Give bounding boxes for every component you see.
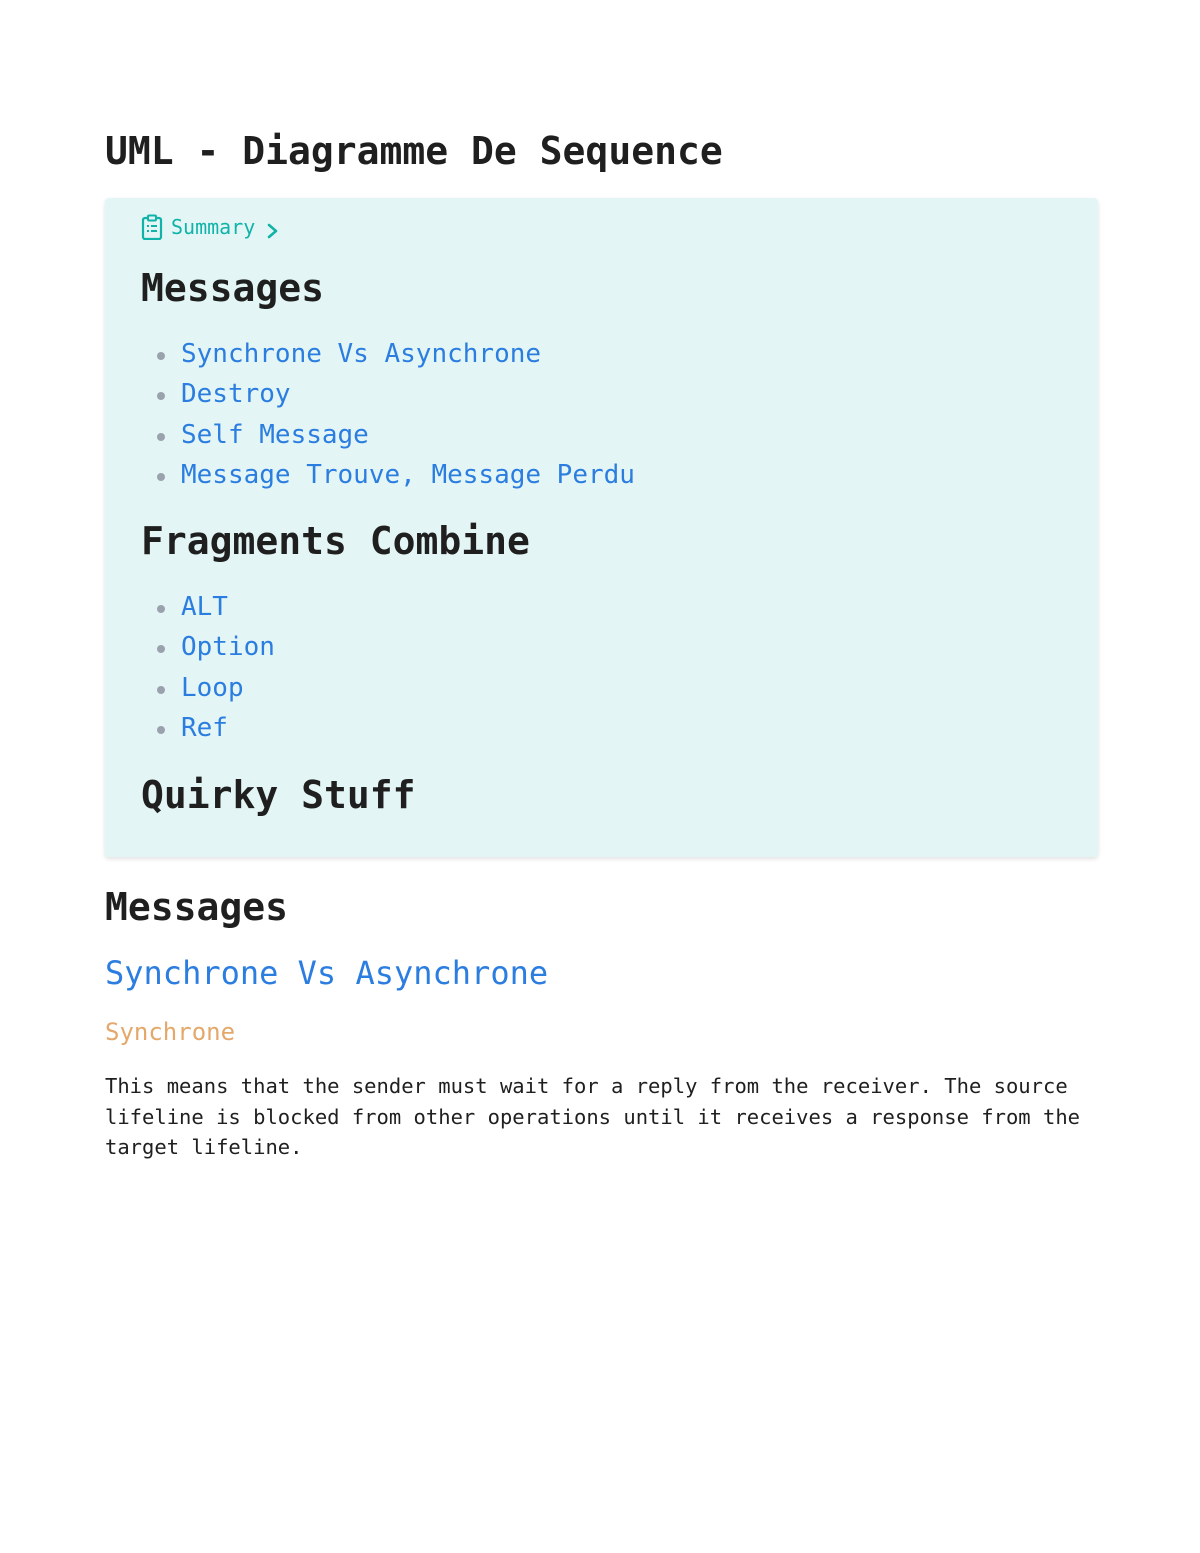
toc-link[interactable]: Destroy [181, 379, 291, 410]
summary-heading-quirky: Quirky Stuff [141, 773, 416, 817]
subsection-heading: Synchrone Vs Asynchrone [105, 954, 549, 992]
clipboard-icon [141, 214, 163, 240]
toc-link[interactable]: Synchrone Vs Asynchrone [181, 339, 542, 369]
summary-toggle-label: Summary [171, 215, 256, 239]
list-item [155, 458, 635, 498]
page-title: UML - Diagramme De Sequence [105, 129, 723, 173]
summary-panel [105, 198, 1098, 857]
toc-link[interactable]: Message Trouve, Message Perdu [181, 459, 635, 490]
summary-heading-messages: Messages [141, 266, 325, 310]
list-item [155, 711, 275, 751]
list-item [155, 630, 275, 670]
list-item [155, 377, 635, 417]
subsubsection-heading: Synchrone [105, 1018, 236, 1046]
toc-link[interactable]: Loop [181, 672, 244, 703]
summary-heading-fragments: Fragments Combine [141, 519, 530, 563]
toc-link[interactable]: ALT [181, 592, 228, 622]
section-heading-messages: Messages [105, 885, 289, 929]
list-item [155, 418, 635, 458]
body-paragraph: This means that the sender must wait for a reply from the receiver. The source lifeline is blocked from other operations until it receives a response from the target lifeline. [105, 1074, 1081, 1159]
toc-link[interactable]: Ref [181, 712, 228, 743]
toc-link[interactable]: Option [181, 632, 275, 663]
list-item [155, 337, 635, 377]
list-item [155, 590, 275, 630]
toc-link[interactable]: Self Message [181, 419, 369, 450]
summary-list-messages [155, 337, 635, 498]
summary-toggle[interactable] [141, 212, 281, 242]
list-item [155, 671, 275, 711]
summary-list-fragments [155, 590, 275, 751]
chevron-right-icon [265, 218, 281, 236]
